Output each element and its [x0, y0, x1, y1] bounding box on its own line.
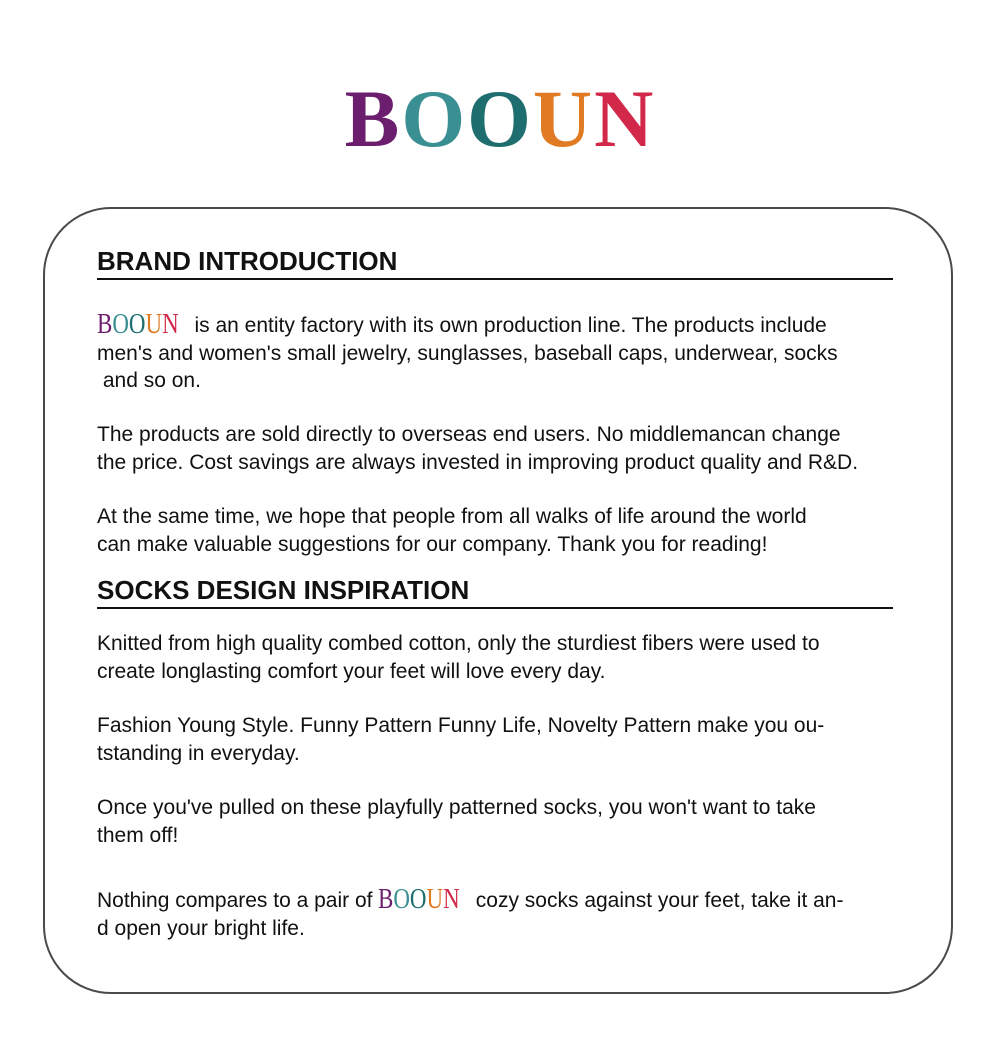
brand-intro-paragraph-3 — [97, 503, 927, 558]
text-segment: Nothing compares to a pair of — [97, 889, 379, 912]
socks-paragraph-4 — [97, 884, 927, 942]
logo-letter: N — [443, 884, 461, 915]
paragraph-line: The products are sold directly to overseas end users. No middlemancan change — [97, 423, 841, 446]
logo-letter: U — [145, 309, 163, 340]
paragraph-line: them off! — [97, 823, 179, 847]
paragraph-line: Once you've pulled on these playfully patterned socks, you won't want to take — [97, 796, 816, 819]
logo-letter: B — [378, 884, 394, 915]
socks-paragraph-1 — [97, 630, 927, 685]
paragraph-line: the price. Cost savings are always invested in improving product quality and R&D. — [97, 450, 859, 474]
paragraph-line: create longlasting comfort your feet will love every day. — [97, 659, 606, 683]
socks-paragraph-2 — [97, 712, 927, 767]
text-segment: cozy socks against your feet, take it an- — [469, 889, 844, 912]
socks-paragraph-3 — [97, 794, 927, 849]
logo-letter: O — [410, 884, 427, 915]
text-segment: is an entity factory with its own production line. The products include — [188, 314, 827, 337]
paragraph-line: and so on. — [97, 369, 201, 392]
logo-letter: N — [594, 73, 656, 164]
brand-logo — [0, 73, 1000, 164]
paragraph-line: At the same time, we hope that people from all walks of life around the world — [97, 505, 807, 528]
inline-brand-logo — [378, 884, 461, 915]
brand-introduction-heading: BRAND INTRODUCTION — [97, 246, 893, 280]
logo-letter: O — [401, 73, 468, 164]
logo-letter: U — [532, 73, 595, 164]
socks-design-heading: SOCKS DESIGN INSPIRATION — [97, 575, 893, 609]
logo-letter: O — [112, 309, 129, 340]
brand-intro-paragraph-2 — [97, 421, 927, 476]
paragraph-line: can make valuable suggestions for our company. Thank you for reading! — [97, 532, 768, 556]
paragraph-line: d open your bright life. — [97, 916, 305, 940]
logo-letter: B — [97, 309, 113, 340]
logo-letter: B — [344, 73, 402, 164]
logo-letter: O — [128, 309, 146, 340]
paragraph-line — [97, 884, 927, 915]
paragraph-line — [97, 309, 927, 340]
logo-letter: O — [467, 73, 533, 164]
logo-letter: N — [162, 309, 179, 340]
paragraph-line: men's and women's small jewelry, sunglasses, baseball caps, underwear, socks — [97, 341, 838, 365]
logo-letter: U — [426, 884, 444, 915]
paragraph-line: Knitted from high quality combed cotton, only the sturdiest fibers were used to — [97, 632, 820, 655]
brand-intro-paragraph-1 — [97, 309, 927, 395]
paragraph-line: Fashion Young Style. Funny Pattern Funny Life, Novelty Pattern make you ou- — [97, 714, 825, 737]
logo-letter: O — [393, 884, 411, 915]
inline-brand-logo — [97, 309, 179, 340]
paragraph-line: tstanding in everyday. — [97, 741, 300, 765]
